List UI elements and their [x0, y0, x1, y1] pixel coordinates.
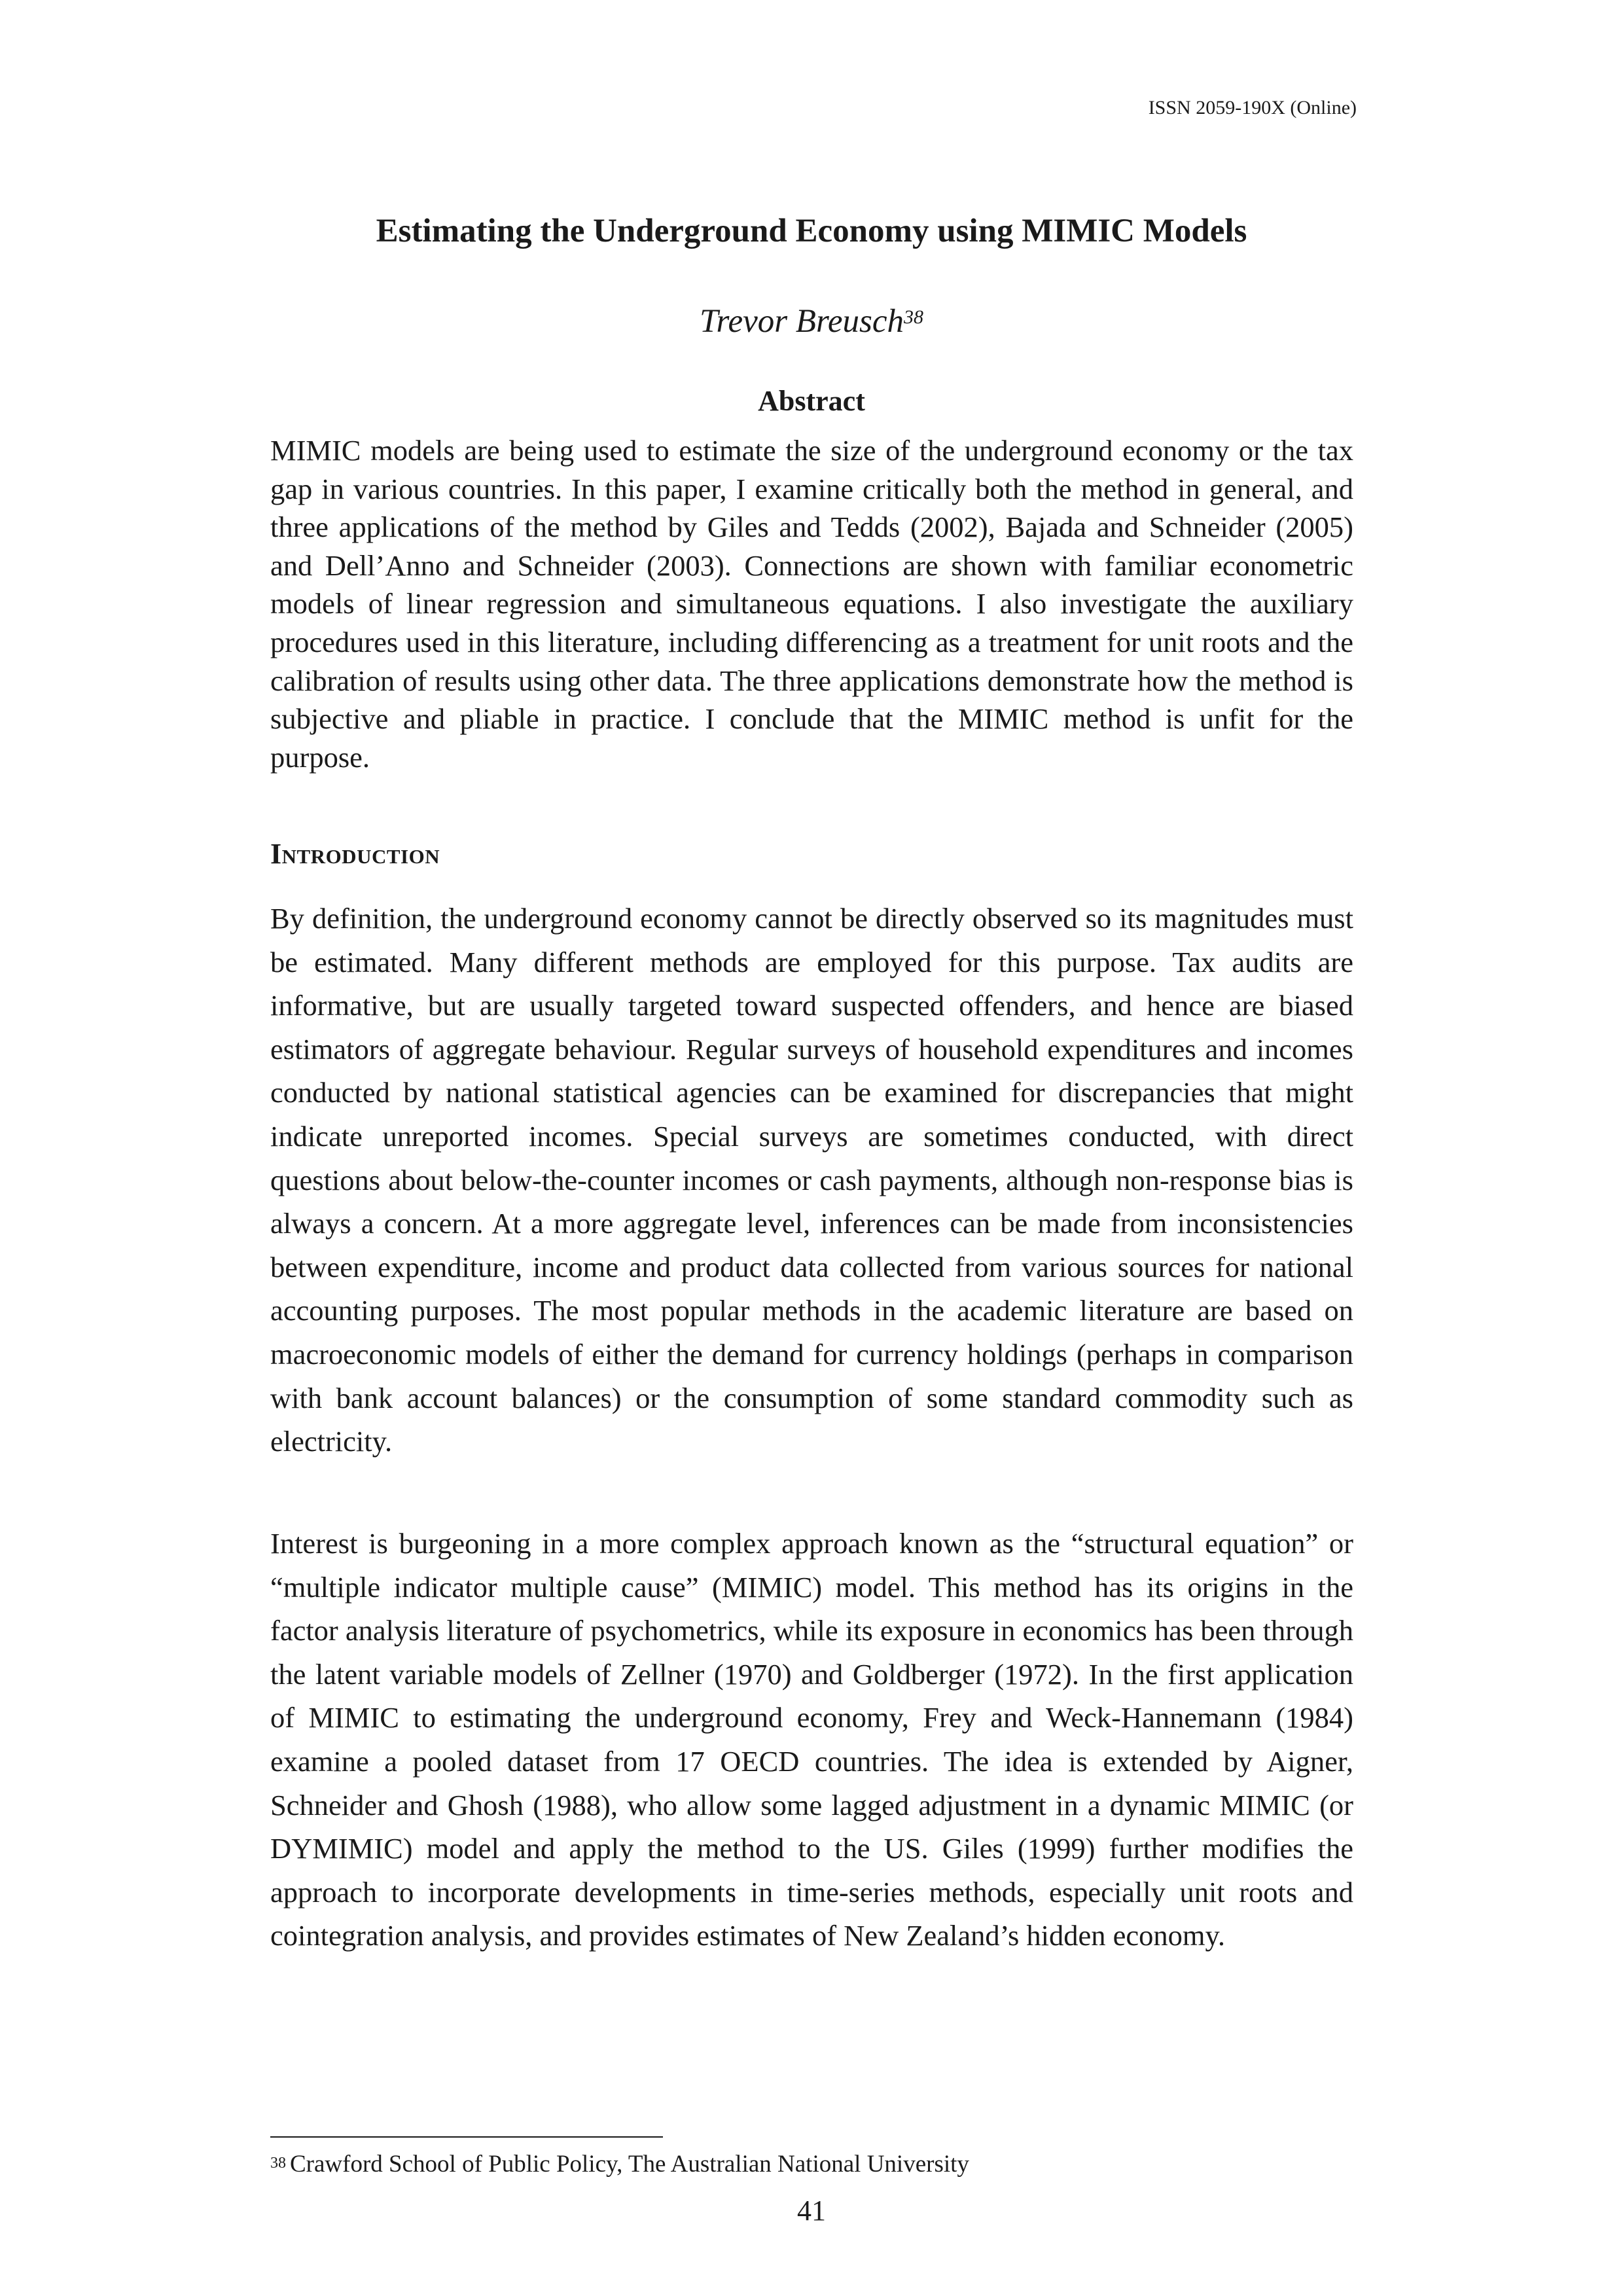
abstract-heading: Abstract: [758, 385, 865, 417]
author-name: Trevor Breusch: [699, 303, 904, 340]
page-number: 41: [797, 2195, 826, 2227]
footnote-text: Crawford School of Public Policy, The Australian National University: [290, 2151, 969, 2178]
introduction-paragraph-2: Interest is burgeoning in a more complex approach known as the “structural equation” or “multiple indicator multiple cause” (MIMIC) model. This method has its origins in the factor analysis literature of psychometrics, while its exposure in economics has been through the latent variable models of Zellner (1970) and Goldberger (1972). In the first application of MIMIC to estimating the underground economy, Frey and Weck-Hannemann (1984) examine a pooled dataset from 17 OECD countries. The idea is extended by Aigner, Schneider and Ghosh (1988), who allow some lagged adjustment in a dynamic MIMIC (or DYMIMIC) model and apply the method to the US. Giles (1999) further modifies the approach to incorporate developments in time-series methods, especially unit roots and cointegration analysis, and provides estimates of New Zealand’s hidden economy.: [270, 1527, 1353, 1952]
introduction-heading: Introduction: [270, 838, 440, 870]
abstract-text: MIMIC models are being used to estimate the size of the underground economy or the tax gap in various countries. In this paper, I examine critically both the method in general, and three applications of the method by Giles and Tedds (2002), Bajada and Schneider (2005) and Dell’Anno and Schneider (2003). Connections are shown with familiar econometric models of linear regression and simultaneous equations. I also investigate the auxiliary procedures used in this literature, including differencing as a treatment for unit roots and the calibration of results using other data. The three applications demonstrate how the method is subjective and pliable in practice. I conclude that the MIMIC method is unfit for the purpose.: [270, 434, 1353, 774]
footnote-mark: 38: [270, 2155, 286, 2172]
issn-header: ISSN 2059-190X (Online): [1148, 97, 1357, 118]
footnote-divider: [270, 2136, 663, 2138]
introduction-paragraph-1: By definition, the underground economy cannot be directly observed so its magnitudes must be estimated. Many different methods are employed for this purpose. Tax audits are informative, but are usually targeted toward suspected offenders, and hence are biased estimators of aggregate behaviour. Regular surveys of household expenditures and incomes conducted by national statistical agencies can be examined for discrepancies that might indicate unreported incomes. Special surveys are sometimes conducted, with direct questions about below-the-counter incomes or cash payments, although non-response bias is always a concern. At a more aggregate level, inferences can be made from inconsistencies between expenditure, income and product data collected from various sources for national accounting purposes. The most popular methods in the academic literature are based on macroeconomic models of either the demand for currency holdings (perhaps in comparison with bank account balances) or the consumption of some standard commodity such as electricity.: [270, 902, 1353, 1458]
author-line: [0, 301, 1623, 342]
article-title: Estimating the Underground Economy using MIMIC Models: [376, 213, 1247, 249]
footnote: [270, 2149, 969, 2179]
author-footnote-mark[interactable]: 38: [904, 306, 924, 328]
